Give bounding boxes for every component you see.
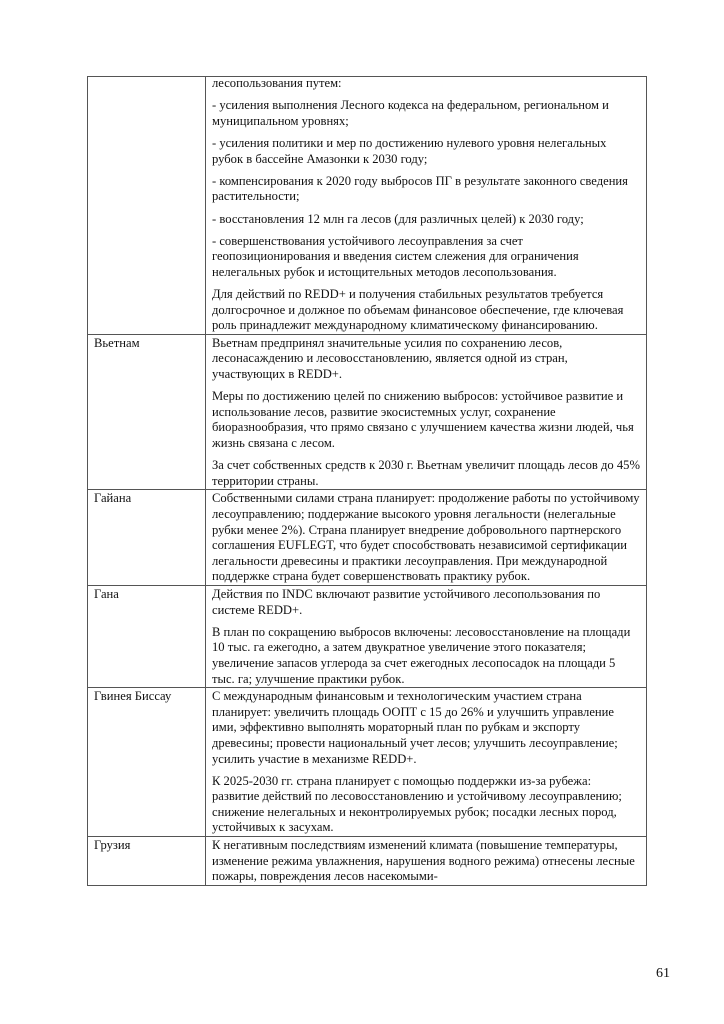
- measure-paragraph: С международным финансовым и технологическим участием страна планирует: увеличить площадь ООПТ с 15 до 26% и улучшить управление ими, эффективно выполнять мораторный план по рубкам и экспорту древесины; провести национальный учет лесов; улучшить лесоуправление; усилить участие в механизме REDD+.: [212, 689, 618, 766]
- measures-cell: [206, 837, 647, 886]
- measure-paragraph: - усиления выполнения Лесного кодекса на федеральном, региональном и муниципальном уровнях;: [212, 98, 609, 128]
- measure-paragraph: К негативным последствиям изменений климата (повышение температуры, изменение режима увлажнения, нарушения водного режима) отнесены лесные пожары, повреждения лесов насекомыми-: [212, 838, 635, 884]
- table-row: [88, 585, 647, 687]
- measures-cell: [206, 334, 647, 490]
- measure-paragraph: В план по сокращению выбросов включены: лесовосстановление на площади 10 тыс. га ежегодно, а затем двукратное увеличение этого показателя; увеличение запасов углерода за счет ежегодных лесопосадок на площади 5 тыс. га; улучшение практики рубок.: [212, 624, 631, 686]
- measure-paragraph: Меры по достижению целей по снижению выбросов: устойчивое развитие и использование лесов, развитие экосистемных услуг, сохранение биоразнообразия, что прямо связано с улучшением качества жизни людей, чья жизнь связана с лесом.: [212, 389, 634, 451]
- country-cell: Вьетнам: [88, 334, 206, 490]
- measure-paragraph: Вьетнам предпринял значительные усилия по сохранению лесов, лесонасаждению и лесовосстановлению, является одной из стран, участвующих в REDD+.: [212, 335, 568, 382]
- table-row: [88, 837, 647, 886]
- measure-paragraph: - компенсирования к 2020 году выбросов ПГ в результате законного сведения растительности;: [212, 173, 628, 204]
- measures-cell: [206, 585, 647, 687]
- table-row: [88, 77, 647, 335]
- country-cell: Гайана: [88, 490, 206, 586]
- country-cell: Гвинея Биссау: [88, 688, 206, 837]
- measure-paragraph: За счет собственных средств к 2030 г. Вьетнам увеличит площадь лесов до 45% территории страны.: [212, 458, 640, 488]
- measure-paragraph: - усиления политики и мер по достижению нулевого уровня нелегальных рубок в бассейне Амазонки к 2030 году;: [212, 135, 607, 166]
- measures-cell: [206, 77, 647, 335]
- table-row: [88, 490, 647, 586]
- country-cell: Гана: [88, 585, 206, 687]
- measure-paragraph: - совершенствования устойчивого лесоуправления за счет геопозиционирования и введения систем слежения для ограничения нелегальных рубок и истощительных методов лесопользования.: [212, 233, 579, 279]
- table-row: [88, 688, 647, 837]
- measure-paragraph: лесопользования путем:: [212, 76, 342, 90]
- forest-measures-table: [87, 76, 647, 886]
- measure-paragraph: Собственными силами страна планирует: продолжение работы по устойчивому лесоуправлению; поддержание высокого уровня легальности (нелегальные рубки менее 2%). Страна планирует внедрение добровольного партнерского соглашения EUFLEGT, что будет способствовать независимой сертификации легальности древесины и практики лесоуправления. При международной поддержке страна будет совершенствовать практику рубок.: [212, 491, 640, 584]
- measures-cell: [206, 688, 647, 837]
- table-row: [88, 334, 647, 490]
- measure-paragraph: Для действий по REDD+ и получения стабильных результатов требуется долгосрочное и должное по объемам финансовое обеспечение, где ключевая роль принадлежит международному климатическому финансированию.: [212, 287, 624, 333]
- page-number: 61: [656, 966, 670, 981]
- measures-cell: [206, 490, 647, 586]
- country-cell: Грузия: [88, 837, 206, 886]
- measure-paragraph: Действия по INDC включают развитие устойчивого лесопользования по системе REDD+.: [212, 586, 601, 617]
- measure-paragraph: К 2025-2030 гг. страна планирует с помощью поддержки из-за рубежа: развитие действий по лесовосстановлению и устойчивому лесоуправлению; снижение нелегальных и неконтролируемых рубок; посадки лесных пород, устойчивых к засухам.: [212, 773, 622, 835]
- country-cell: [88, 77, 206, 335]
- measure-paragraph: - восстановления 12 млн га лесов (для различных целей) к 2030 году;: [212, 211, 584, 226]
